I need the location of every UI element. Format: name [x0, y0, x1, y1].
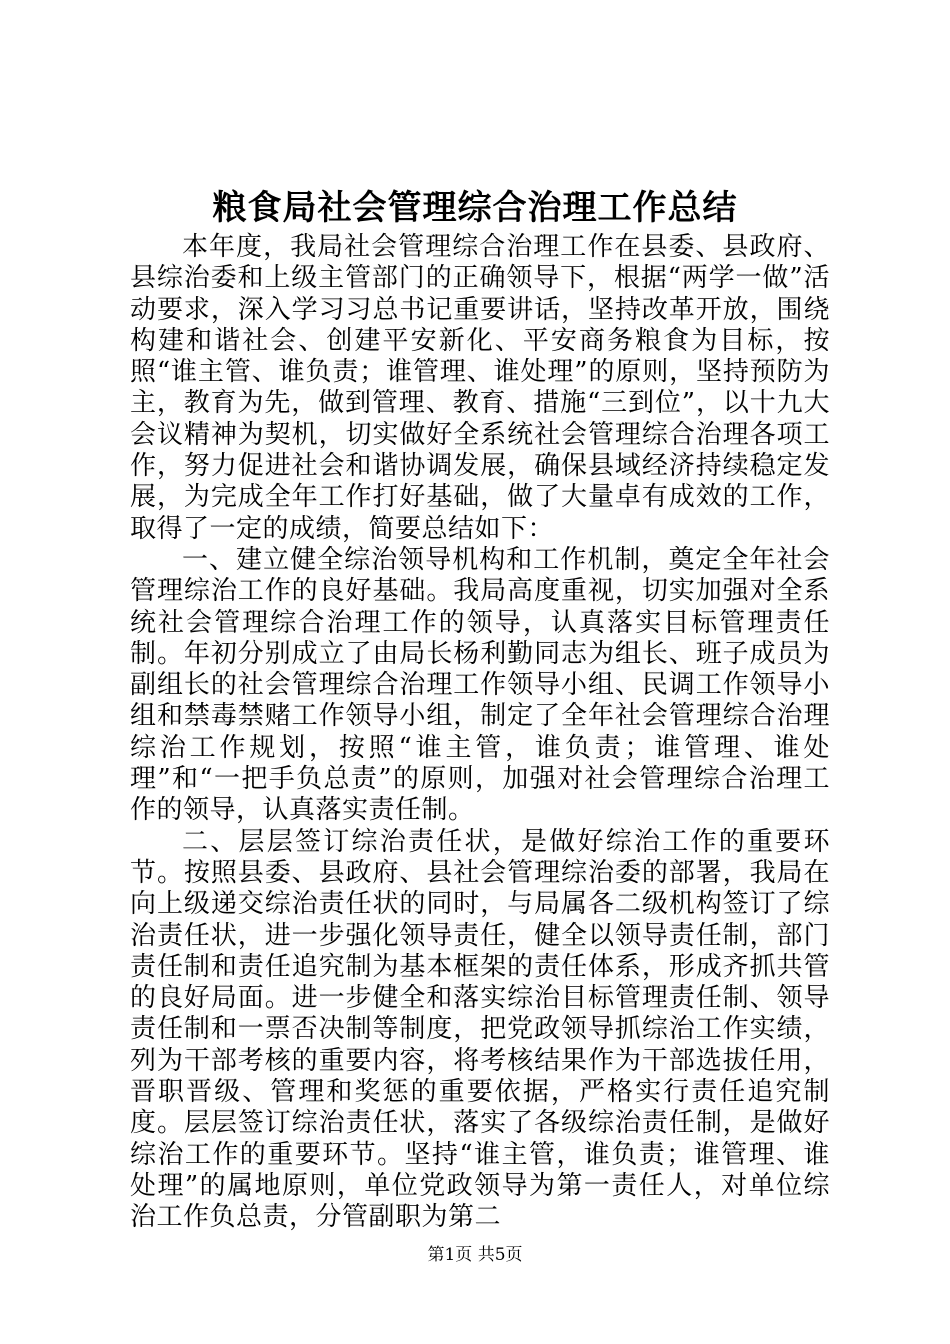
document-body: [130, 232, 830, 1234]
document-title: 粮食局社会管理综合治理工作总结: [212, 188, 738, 228]
paragraph-section-1: 一、建立健全综治领导机构和工作机制，奠定全年社会管理综治工作的良好基础。我局高度重视，切实加强对全系统社会管理综合治理工作的领导，认真落实目标管理责任制。年初分别成立了由局长杨利勤同志为组长、班子成员为副组长的社会管理综合治理工作领导小组、民调工作领导小组和禁毒禁赌工作领导小组，制定了全年社会管理综合治理综治工作规划，按照“谁主管，谁负责；谁管理、谁处理”和“一把手负总责”的原则，加强对社会管理综合治理工作的领导，认真落实责任制。: [130, 544, 830, 826]
page-footer: 第1页 共5页: [427, 1245, 523, 1265]
paragraph-intro: 本年度，我局社会管理综合治理工作在县委、县政府、县综治委和上级主管部门的正确领导下，根据“两学一做”活动要求，深入学习习总书记重要讲话，坚持改革开放，围绕构建和谐社会、创建平安新化、平安商务粮食为目标，按照“谁主管、谁负责；谁管理、谁处理”的原则，坚持预防为主，教育为先，做到管理、教育、措施“三到位”，以十九大会议精神为契机，切实做好全系统社会管理综合治理各项工作，努力促进社会和谐协调发展，确保县域经济持续稳定发展，为完成全年工作打好基础，做了大量卓有成效的工作，取得了一定的成绩，简要总结如下：: [130, 232, 830, 544]
paragraph-section-2: 二、层层签订综治责任状，是做好综治工作的重要环节。按照县委、县政府、县社会管理综治委的部署，我局在向上级递交综治责任状的同时，与局属各二级机构签订了综治责任状，进一步强化领导责任，健全以领导责任制，部门责任制和责任追究制为基本框架的责任体系，形成齐抓共管的良好局面。进一步健全和落实综治目标管理责任制、领导责任制和一票否决制等制度，把党政领导抓综治工作实绩，列为干部考核的重要内容，将考核结果作为干部选拔任用，晋职晋级、管理和奖惩的重要依据，严格实行责任追究制度。层层签订综治责任状，落实了各级综治责任制，是做好综治工作的重要环节。坚持“谁主管，谁负责；谁管理、谁处理”的属地原则，单位党政领导为第一责任人，对单位综治工作负总责，分管副职为第二: [130, 826, 830, 1233]
